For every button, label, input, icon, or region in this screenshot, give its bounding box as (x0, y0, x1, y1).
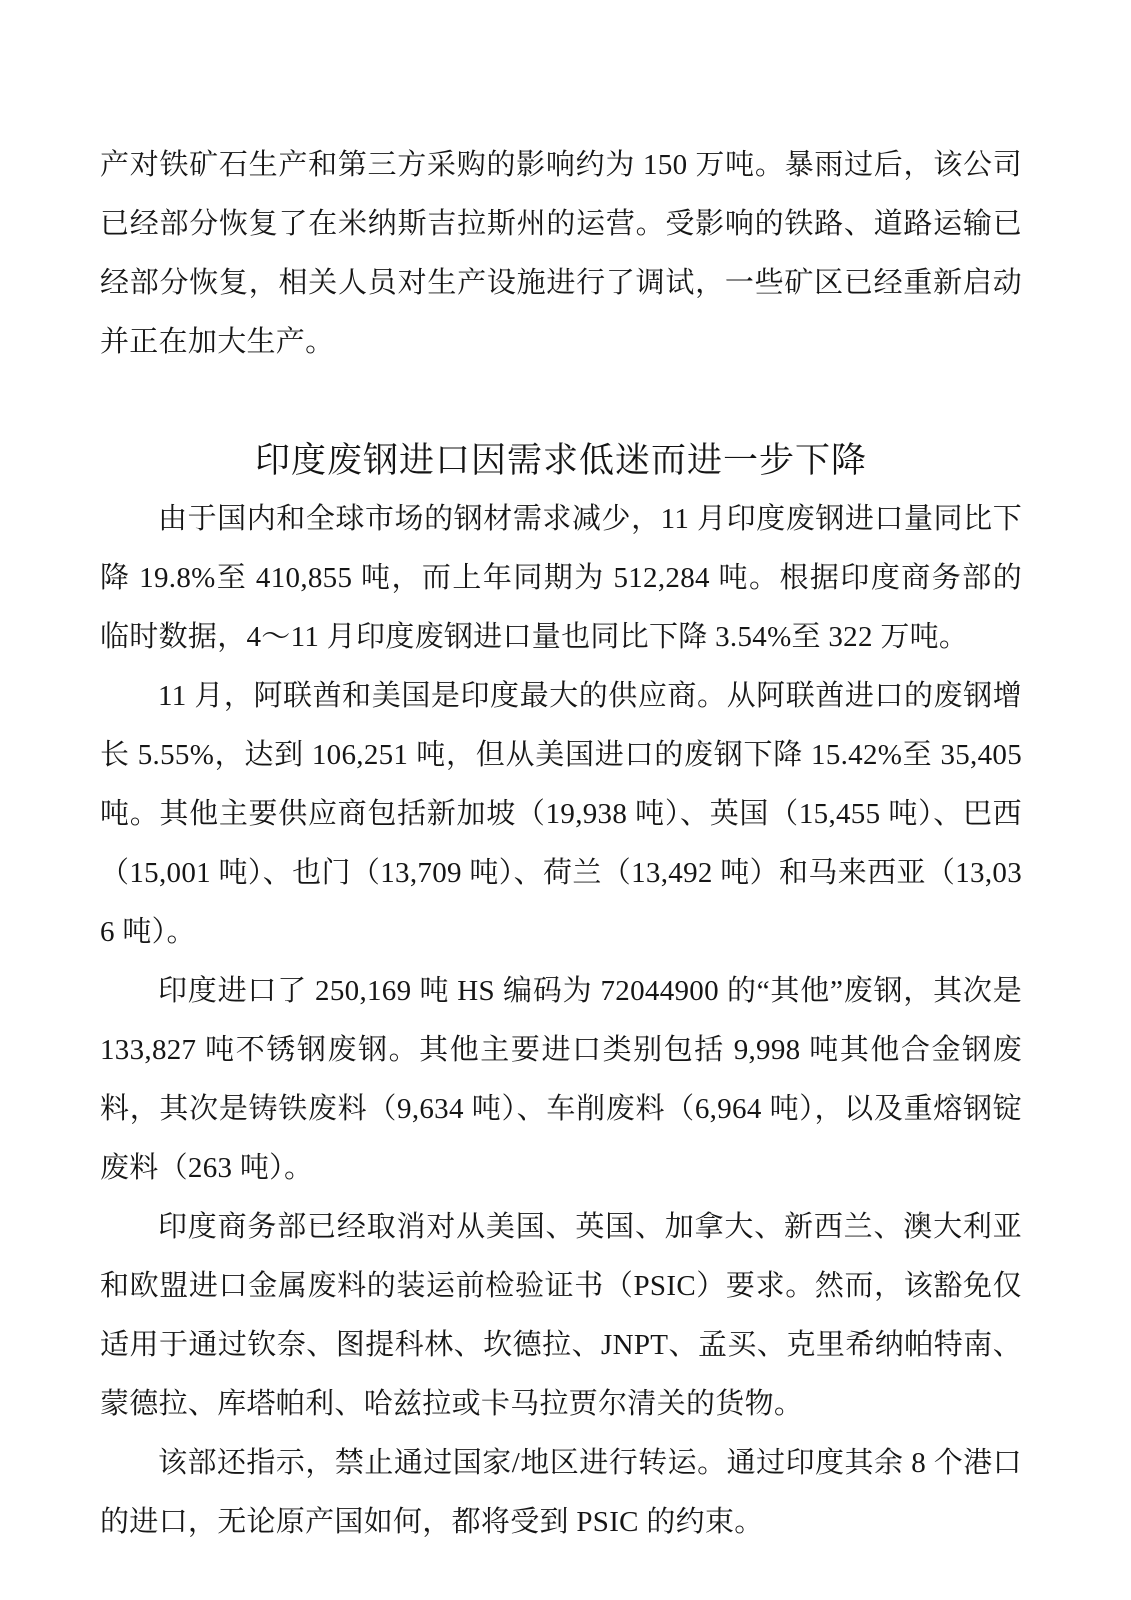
section-title: 印度废钢进口因需求低迷而进一步下降 (254, 441, 867, 480)
document-content (100, 136, 1022, 1552)
continuation-paragraph: 产对铁矿石生产和第三方采购的影响约为 150 万吨。暴雨过后，该公司已经部分恢复了在米纳斯吉拉斯州的运营。受影响的铁路、道路运输已经部分恢复，相关人员对生产设施进行了调试，一些矿区已经重新启动并正在加大生产。 (100, 149, 1022, 358)
section-paragraph-1: 由于国内和全球市场的钢材需求减少，11 月印度废钢进口量同比下降 19.8%至 410,855 吨，而上年同期为 512,284 吨。根据印度商务部的临时数据，4～11 月印度废钢进口量也同比下降 3.54%至 322 万吨。 (100, 503, 1022, 653)
blank-line-spacer (100, 372, 1022, 431)
section-paragraph-2: 11 月，阿联酋和美国是印度最大的供应商。从阿联酋进口的废钢增长 5.55%，达到 106,251 吨，但从美国进口的废钢下降 15.42%至 35,405 吨。其他主要供应商包括新加坡（19,938 吨）、英国（15,455 吨）、巴西（15,001 吨）、也门（13,709 吨）、荷兰（13,492 吨）和马来西亚（13,036 吨）。 (100, 680, 1022, 948)
section-paragraph-5: 该部还指示，禁止通过国家/地区进行转运。通过印度其余 8 个港口的进口，无论原产国如何，都将受到 PSIC 的约束。 (100, 1447, 1022, 1538)
section-paragraph-3: 印度进口了 250,169 吨 HS 编码为 72044900 的“其他”废钢，其次是 133,827 吨不锈钢废钢。其他主要进口类别包括 9,998 吨其他合金钢废料，其次是铸铁废料（9,634 吨）、车削废料（6,964 吨），以及重熔钢锭废料（263 吨）。 (100, 975, 1022, 1184)
section-paragraph-4: 印度商务部已经取消对从美国、英国、加拿大、新西兰、澳大利亚和欧盟进口金属废料的装运前检验证书（PSIC）要求。然而，该豁免仅适用于通过钦奈、图提科林、坎德拉、JNPT、孟买、克里希纳帕特南、蒙德拉、库塔帕利、哈兹拉或卡马拉贾尔清关的货物。 (100, 1211, 1022, 1420)
